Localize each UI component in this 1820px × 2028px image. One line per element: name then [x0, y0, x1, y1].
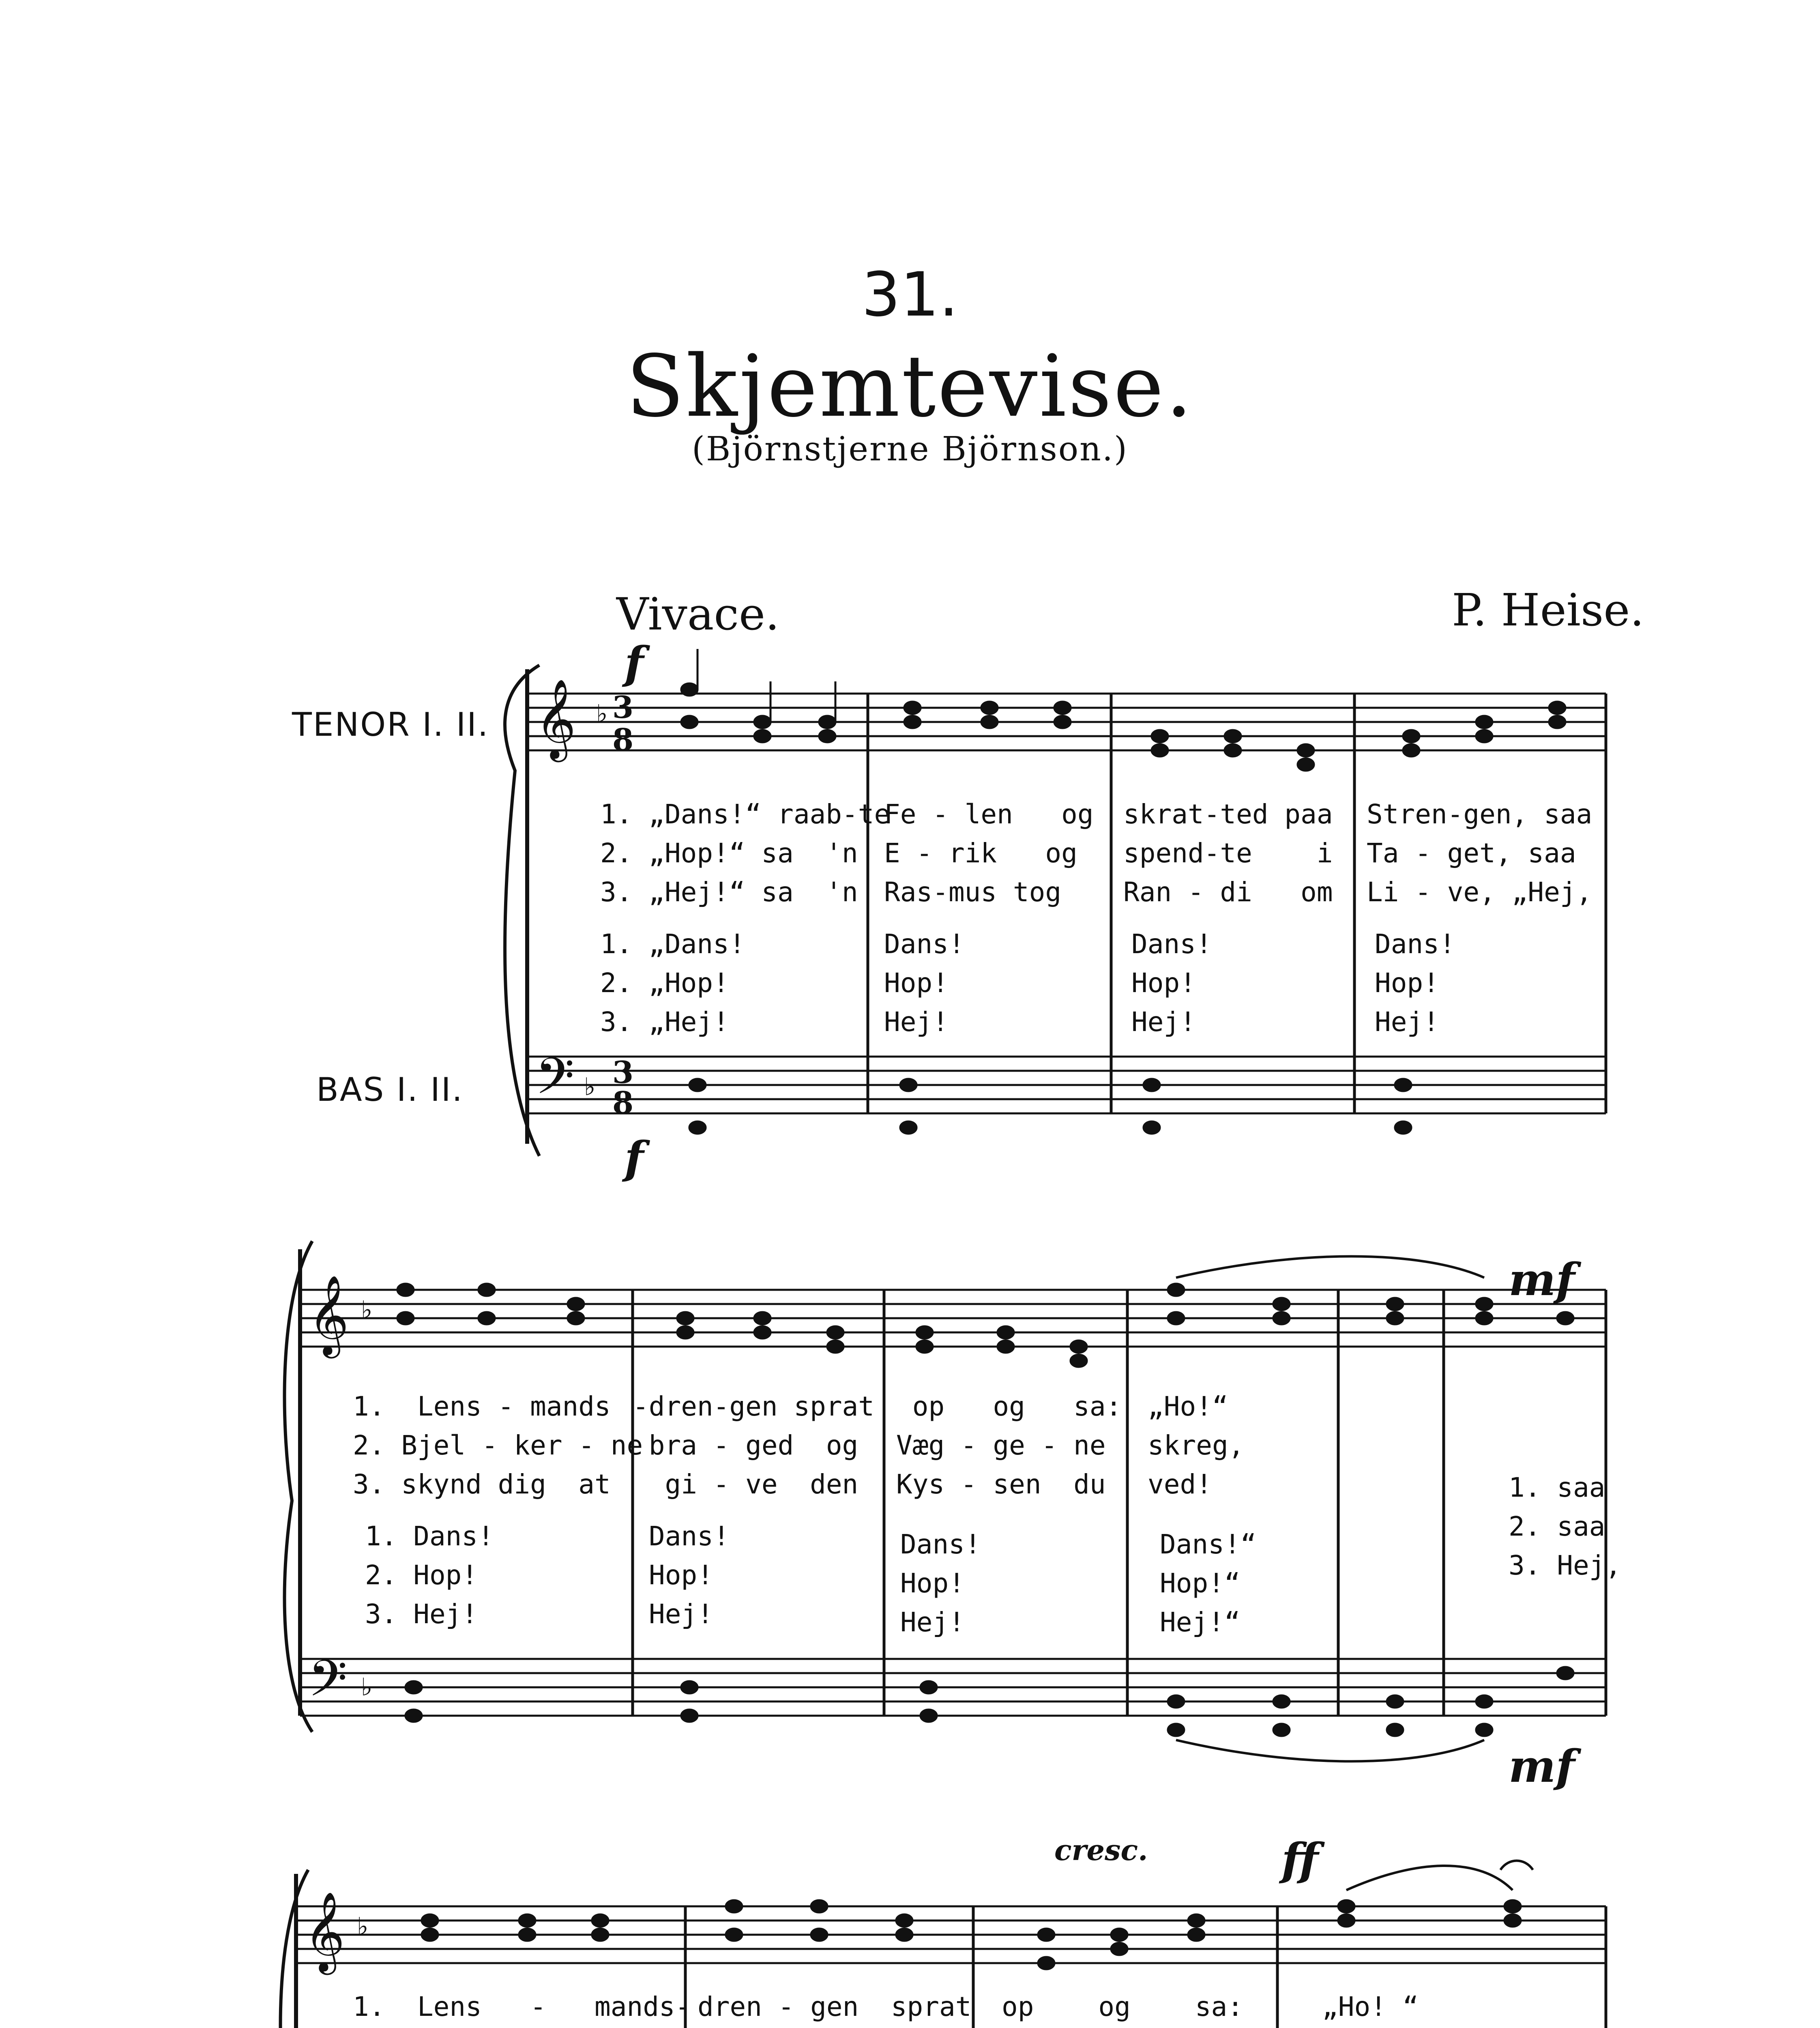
lyrics-s2-m1-bass: 1. Dans! 2. Hop! 3. Hej!	[365, 1521, 494, 1630]
svg-text:8: 8	[612, 1085, 634, 1121]
dynamic-mf-tenor: mf	[1509, 1253, 1575, 1306]
svg-text:𝄞: 𝄞	[535, 679, 576, 759]
svg-text:♭: ♭	[596, 700, 608, 728]
lyrics-s1-m3-tenor: skrat-ted paa spend-te i Ran - di om	[1123, 799, 1333, 908]
lyrics-s2-m1-tenor: 1. Lens - mands 2. Bjel - ker - ne 3. skynd dig at	[353, 1391, 643, 1500]
svg-text:𝄢: 𝄢	[308, 1650, 348, 1720]
lyrics-s3-m3: op og sa:	[1002, 1991, 1244, 2022]
svg-text:3: 3	[612, 1055, 634, 1090]
dynamic-forte-bass: f	[625, 1132, 644, 1184]
lyrics-s3-m1: 1. Lens - mands-	[353, 1991, 691, 2022]
lyrics-s1-m1-bass: 1. „Dans! 2. „Hop! 3. „Hej!	[600, 928, 745, 1038]
lyrics-s1-m4-tenor: Stren-gen, saa Ta - get, saa Li - ve, „Hej,	[1367, 799, 1592, 908]
svg-text:♭: ♭	[357, 1912, 369, 1941]
dynamic-mf-bass: mf	[1509, 1740, 1575, 1792]
svg-text:8: 8	[612, 722, 634, 758]
poet-credit: (Björnstjerne Björnson.)	[691, 430, 1129, 468]
lyrics-s2-m4-tenor: „Ho!“ skreg, ved!	[1148, 1391, 1245, 1500]
composer-credit: P. Heise.	[1452, 584, 1644, 636]
tenor-label: TENOR I. II.	[292, 706, 489, 743]
svg-text:𝄢: 𝄢	[535, 1047, 575, 1118]
svg-text:3: 3	[612, 690, 634, 725]
lyrics-s2-m4-bass: Dans!“ Hop!“ Hej!“	[1160, 1529, 1257, 1638]
bass-label: BAS I. II.	[316, 1071, 464, 1109]
lyrics-s2-m3-bass: Dans! Hop! Hej!	[900, 1529, 981, 1638]
lyrics-s2-m3-tenor: op og sa: Væg - ge - ne Kys - sen du	[896, 1391, 1122, 1500]
svg-text:𝄞: 𝄞	[304, 1891, 345, 1972]
lyrics-s1-m1-tenor: 1. „Dans!“ raab-te 2. „Hop!“ sa 'n 3. „Hej!“ sa 'n	[600, 799, 891, 908]
svg-text:♭: ♭	[361, 1673, 373, 1701]
lyrics-s1-m4-bass: Dans! Hop! Hej!	[1375, 928, 1455, 1038]
svg-text:𝄞: 𝄞	[308, 1275, 349, 1355]
lyrics-s3-m2: dren - gen sprat	[698, 1991, 972, 2022]
tempo-marking: Vivace.	[616, 588, 780, 640]
piece-title: Skjemtevise.	[626, 337, 1194, 436]
lyrics-s1-m3-bass: Dans! Hop! Hej!	[1131, 928, 1212, 1038]
dynamic-ff-tenor: ff	[1281, 1833, 1318, 1886]
dynamic-forte-tenor: f	[625, 637, 644, 689]
lyrics-s2-m5-tenor: 1. saa 2. saa 3. Hej,	[1509, 1472, 1622, 1581]
lyrics-s1-m2-bass: Dans! Hop! Hej!	[884, 928, 965, 1038]
lyrics-s2-m2-tenor: -dren-gen sprat bra - ged og gi - ve den	[633, 1391, 875, 1500]
lyrics-s3-m4: „Ho! “	[1322, 1991, 1419, 2022]
lyrics-s1-m2-tenor: Fe - len og E - rik og Ras-mus tog	[884, 799, 1094, 908]
dynamic-cresc-tenor: cresc.	[1054, 1833, 1148, 1867]
lyrics-s2-m2-bass: Dans! Hop! Hej!	[649, 1521, 730, 1630]
piece-number: 31.	[861, 260, 959, 330]
svg-text:♭: ♭	[584, 1073, 596, 1101]
svg-text:♭: ♭	[361, 1296, 373, 1324]
